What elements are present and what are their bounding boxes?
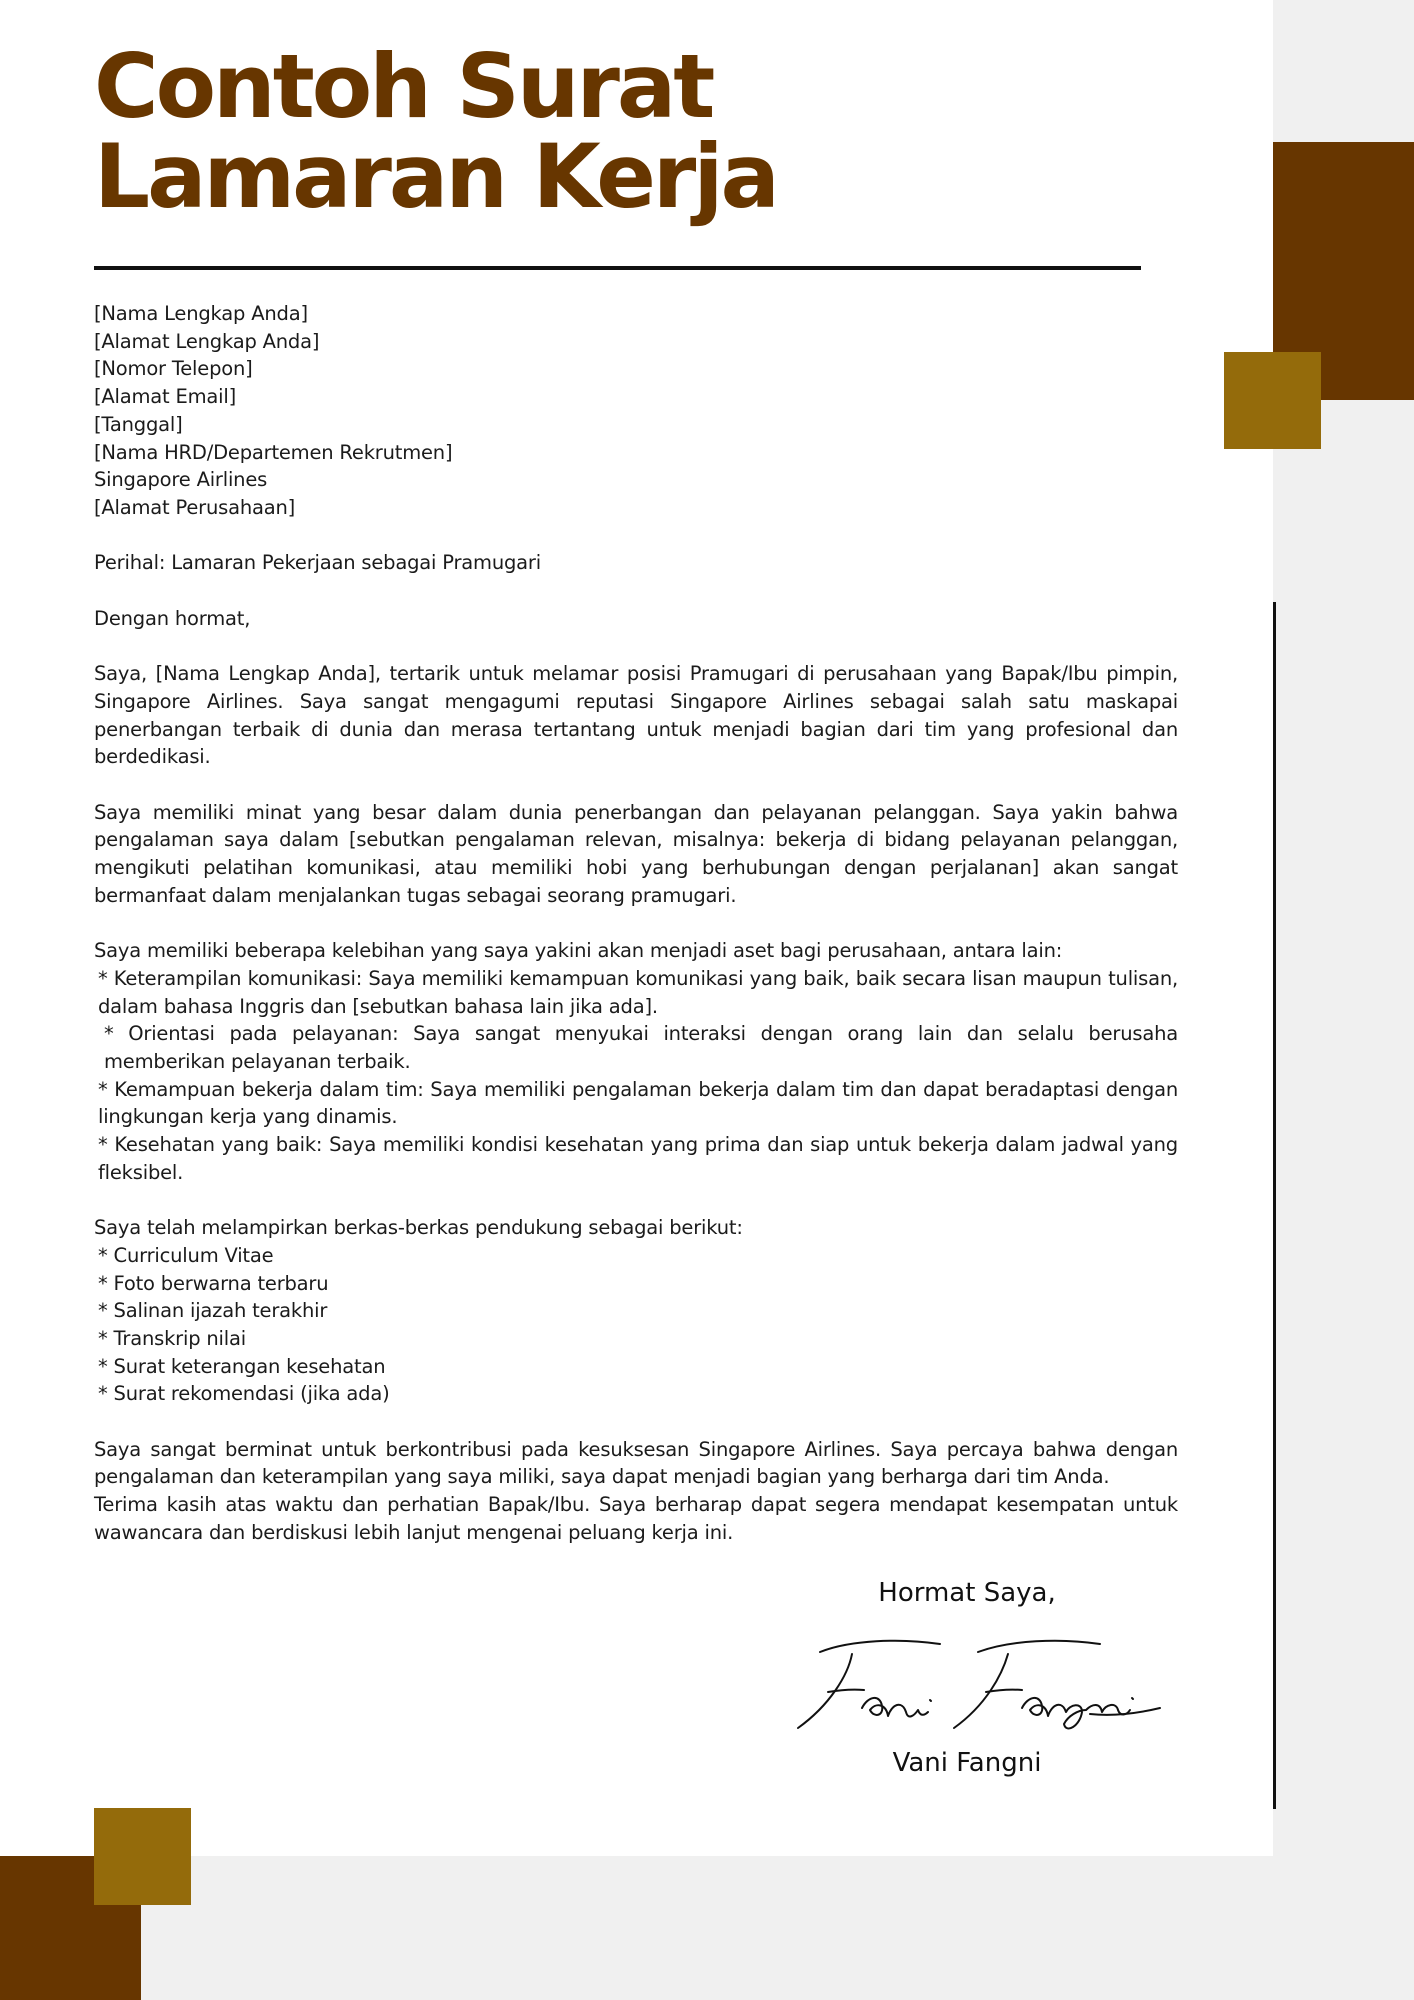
paragraph-experience: Saya memiliki minat yang besar dalam dunia penerbangan dan pelayanan pelanggan. Saya yakin bahwa pengalaman saya dalam [sebutkan pengalaman relevan, misalnya: bekerja di bidang pelayanan pelanggan, mengikuti pelatihan komunikasi, atau memiliki hobi yang berhubungan dengan perjalanan] akan sangat bermanfaat dalam menjalankan tugas sebagai seorang pramugari. [94, 800, 1178, 907]
subject-line: Perihal: Lamaran Pekerjaan sebagai Pramugari [94, 551, 541, 575]
bottom-gray-band [0, 1856, 1414, 2000]
attachment-item: * Transkrip nilai [98, 1326, 246, 1350]
header-line: [Tanggal] [94, 412, 183, 436]
sender-recipient-block [94, 300, 1178, 522]
header-line: [Nama HRD/Departemen Rekrutmen] [94, 440, 453, 464]
strength-item: * Kesehatan yang baik: Saya memiliki kondisi kesehatan yang prima dan siap untuk bekerja dalam jadwal yang fleksibel. [98, 1133, 1178, 1184]
header-line: Singapore Airlines [94, 468, 268, 492]
bottom-left-gold-square [94, 1808, 191, 1905]
right-vertical-divider [1273, 602, 1276, 1809]
header-line: [Alamat Lengkap Anda] [94, 329, 320, 353]
attachment-item: * Foto berwarna terbaru [98, 1271, 329, 1295]
strengths-intro: Saya memiliki beberapa kelebihan yang saya yakini akan menjadi aset bagi perusahaan, antara lain: [94, 939, 1063, 963]
title-divider [94, 266, 1141, 270]
greeting: Dengan hormat, [94, 606, 251, 630]
attachments-intro: Saya telah melampirkan berkas-berkas pendukung sebagai berikut: [94, 1216, 743, 1240]
attachment-item: * Curriculum Vitae [98, 1243, 274, 1267]
page-title [94, 35, 777, 228]
strength-item: * Kemampuan bekerja dalam tim: Saya memiliki pengalaman bekerja dalam tim dan dapat beradaptasi dengan lingkungan kerja yang dinamis. [98, 1077, 1178, 1129]
top-right-gold-square [1224, 352, 1321, 449]
paragraph-contribution: Saya sangat berminat untuk berkontribusi pada kesuksesan Singapore Airlines. Saya percaya bahwa dengan pengalaman dan keterampilan yang saya miliki, saya dapat menjadi bagian yang berharga dari tim Anda. [94, 1437, 1178, 1489]
header-line: [Alamat Perusahaan] [94, 495, 296, 519]
strength-item: * Orientasi pada pelayanan: Saya sangat menyukai interaksi dengan orang lain dan selalu berusaha memberikan pelayanan terbaik. [104, 1022, 1178, 1073]
attachment-item: * Surat keterangan kesehatan [98, 1354, 386, 1378]
title-line-2: Lamaran Kerja [94, 125, 777, 228]
header-line: [Nama Lengkap Anda] [94, 302, 308, 325]
attachment-item: * Surat rekomendasi (jika ada) [98, 1382, 390, 1406]
signature-image [790, 1630, 1170, 1740]
paragraph-thanks: Terima kasih atas waktu dan perhatian Bapak/Ibu. Saya berharap dapat segera mendapat kesempatan untuk wawancara dan berdiskusi lebih lanjut mengenai peluang kerja ini. [94, 1493, 1178, 1544]
paragraph-intro: Saya, [Nama Lengkap Anda], tertarik untuk melamar posisi Pramugari di perusahaan yang Bapak/Ibu pimpin, Singapore Airlines. Saya sangat mengagumi reputasi Singapore Airlines sebagai salah satu maskapai penerbangan terbaik di dunia dan merasa tertantang untuk menjadi bagian dari tim yang profesional dan berdedikasi. [94, 662, 1178, 769]
strength-item: * Keterampilan komunikasi: Saya memiliki kemampuan komunikasi yang baik, baik secara lisan maupun tulisan, dalam bahasa Inggris dan [sebutkan bahasa lain jika ada]. [98, 966, 1178, 1018]
attachment-item: * Salinan ijazah terakhir [98, 1299, 328, 1323]
signer-name: Vani Fangni [892, 1748, 1042, 1778]
header-line: [Nomor Telepon] [94, 357, 253, 381]
closing-salutation: Hormat Saya, [878, 1578, 1056, 1608]
header-line: [Alamat Email] [94, 385, 237, 409]
title-line-1: Contoh Surat [94, 35, 713, 138]
letter-body [94, 300, 1178, 1547]
